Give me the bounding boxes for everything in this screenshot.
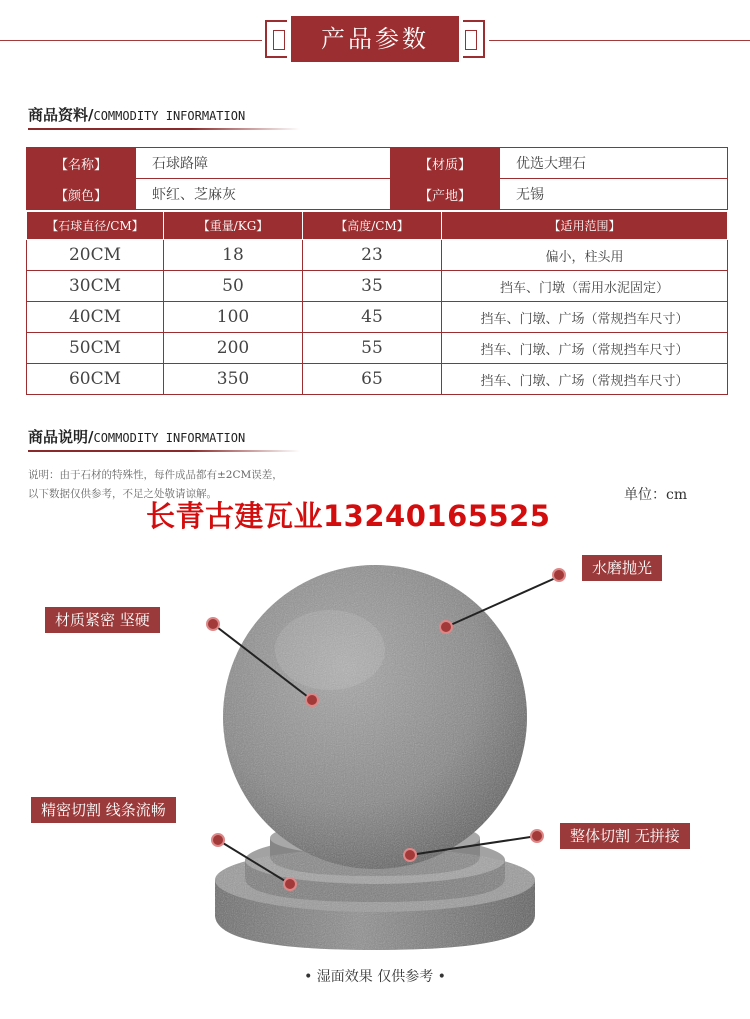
material-value: 优选大理石 xyxy=(500,148,728,179)
usage-cell: 挡车、门墩、广场（常规挡车尺寸） xyxy=(442,364,728,395)
color-value: 虾红、芝麻灰 xyxy=(136,179,391,210)
unit-label: 单位：cm xyxy=(624,487,688,503)
usage-cell: 挡车、门墩、广场（常规挡车尺寸） xyxy=(442,302,728,333)
callout-dense: 材质紧密 坚硬 xyxy=(45,607,160,633)
name-label: 【名称】 xyxy=(27,148,136,179)
callout-dot xyxy=(530,829,544,843)
diameter-cell: 20CM xyxy=(27,240,164,271)
section-underline xyxy=(28,128,300,130)
diameter-cell: 50CM xyxy=(27,333,164,364)
callout-dot xyxy=(552,568,566,582)
banner-title: 产品参数 xyxy=(321,25,429,53)
note-line: 以下数据仅供参考，不足之处敬请谅解。 xyxy=(28,488,217,500)
height-cell: 55 xyxy=(303,333,442,364)
section-underline xyxy=(28,450,300,452)
table-row xyxy=(27,333,728,364)
color-label: 【颜色】 xyxy=(27,179,136,210)
info-table xyxy=(26,147,728,210)
callout-dot xyxy=(305,693,319,707)
spec-header: 【石球直径/CM】 xyxy=(27,212,164,240)
callout-dot xyxy=(283,877,297,891)
table-row xyxy=(27,364,728,395)
section-heading-info xyxy=(28,104,245,125)
section-heading-en: COMMODITY INFORMATION xyxy=(93,431,246,445)
usage-cell: 挡车、门墩（需用水泥固定） xyxy=(442,271,728,302)
material-label: 【材质】 xyxy=(391,148,500,179)
weight-cell: 50 xyxy=(164,271,303,302)
callout-cut: 精密切割 线条流畅 xyxy=(31,797,176,823)
diameter-cell: 30CM xyxy=(27,271,164,302)
promo-watermark: 长青古建瓦业13240165525 xyxy=(146,499,551,533)
height-cell: 65 xyxy=(303,364,442,395)
origin-label: 【产地】 xyxy=(391,179,500,210)
weight-cell: 18 xyxy=(164,240,303,271)
banner-rule-right xyxy=(489,40,750,41)
product-image xyxy=(0,520,750,960)
banner-ornament-left xyxy=(265,20,287,58)
table-row xyxy=(27,240,728,271)
origin-value: 无锡 xyxy=(500,179,728,210)
callout-whole: 整体切割 无拼接 xyxy=(560,823,690,849)
spec-header: 【适用范围】 xyxy=(442,212,728,240)
name-value: 石球路障 xyxy=(136,148,391,179)
height-cell: 45 xyxy=(303,302,442,333)
usage-cell: 挡车、门墩、广场（常规挡车尺寸） xyxy=(442,333,728,364)
banner xyxy=(261,12,489,66)
banner-ornament-right xyxy=(463,20,485,58)
table-row xyxy=(27,302,728,333)
height-cell: 23 xyxy=(303,240,442,271)
spec-header: 【高度/CM】 xyxy=(303,212,442,240)
section-heading-cn: 商品资料/ xyxy=(28,106,94,124)
table-row xyxy=(27,271,728,302)
note-line: 说明：由于石材的特殊性，每件成品都有±2CM误差， xyxy=(28,469,283,481)
diameter-cell: 60CM xyxy=(27,364,164,395)
callout-dot xyxy=(211,833,225,847)
weight-cell: 350 xyxy=(164,364,303,395)
spec-table xyxy=(26,211,728,395)
callout-dot xyxy=(439,620,453,634)
section-heading-desc xyxy=(28,426,245,447)
weight-cell: 100 xyxy=(164,302,303,333)
usage-cell: 偏小，柱头用 xyxy=(442,240,728,271)
height-cell: 35 xyxy=(303,271,442,302)
image-caption: • 湿面效果 仅供参考 • xyxy=(304,969,446,985)
callout-polish: 水磨抛光 xyxy=(582,555,662,581)
callout-dot xyxy=(206,617,220,631)
diameter-cell: 40CM xyxy=(27,302,164,333)
section-heading-en: COMMODITY INFORMATION xyxy=(93,109,246,123)
section-heading-cn: 商品说明/ xyxy=(28,428,94,446)
banner-plate xyxy=(291,16,459,62)
banner-rule-left xyxy=(0,40,262,41)
callout-dot xyxy=(403,848,417,862)
spec-header: 【重量/KG】 xyxy=(164,212,303,240)
weight-cell: 200 xyxy=(164,333,303,364)
